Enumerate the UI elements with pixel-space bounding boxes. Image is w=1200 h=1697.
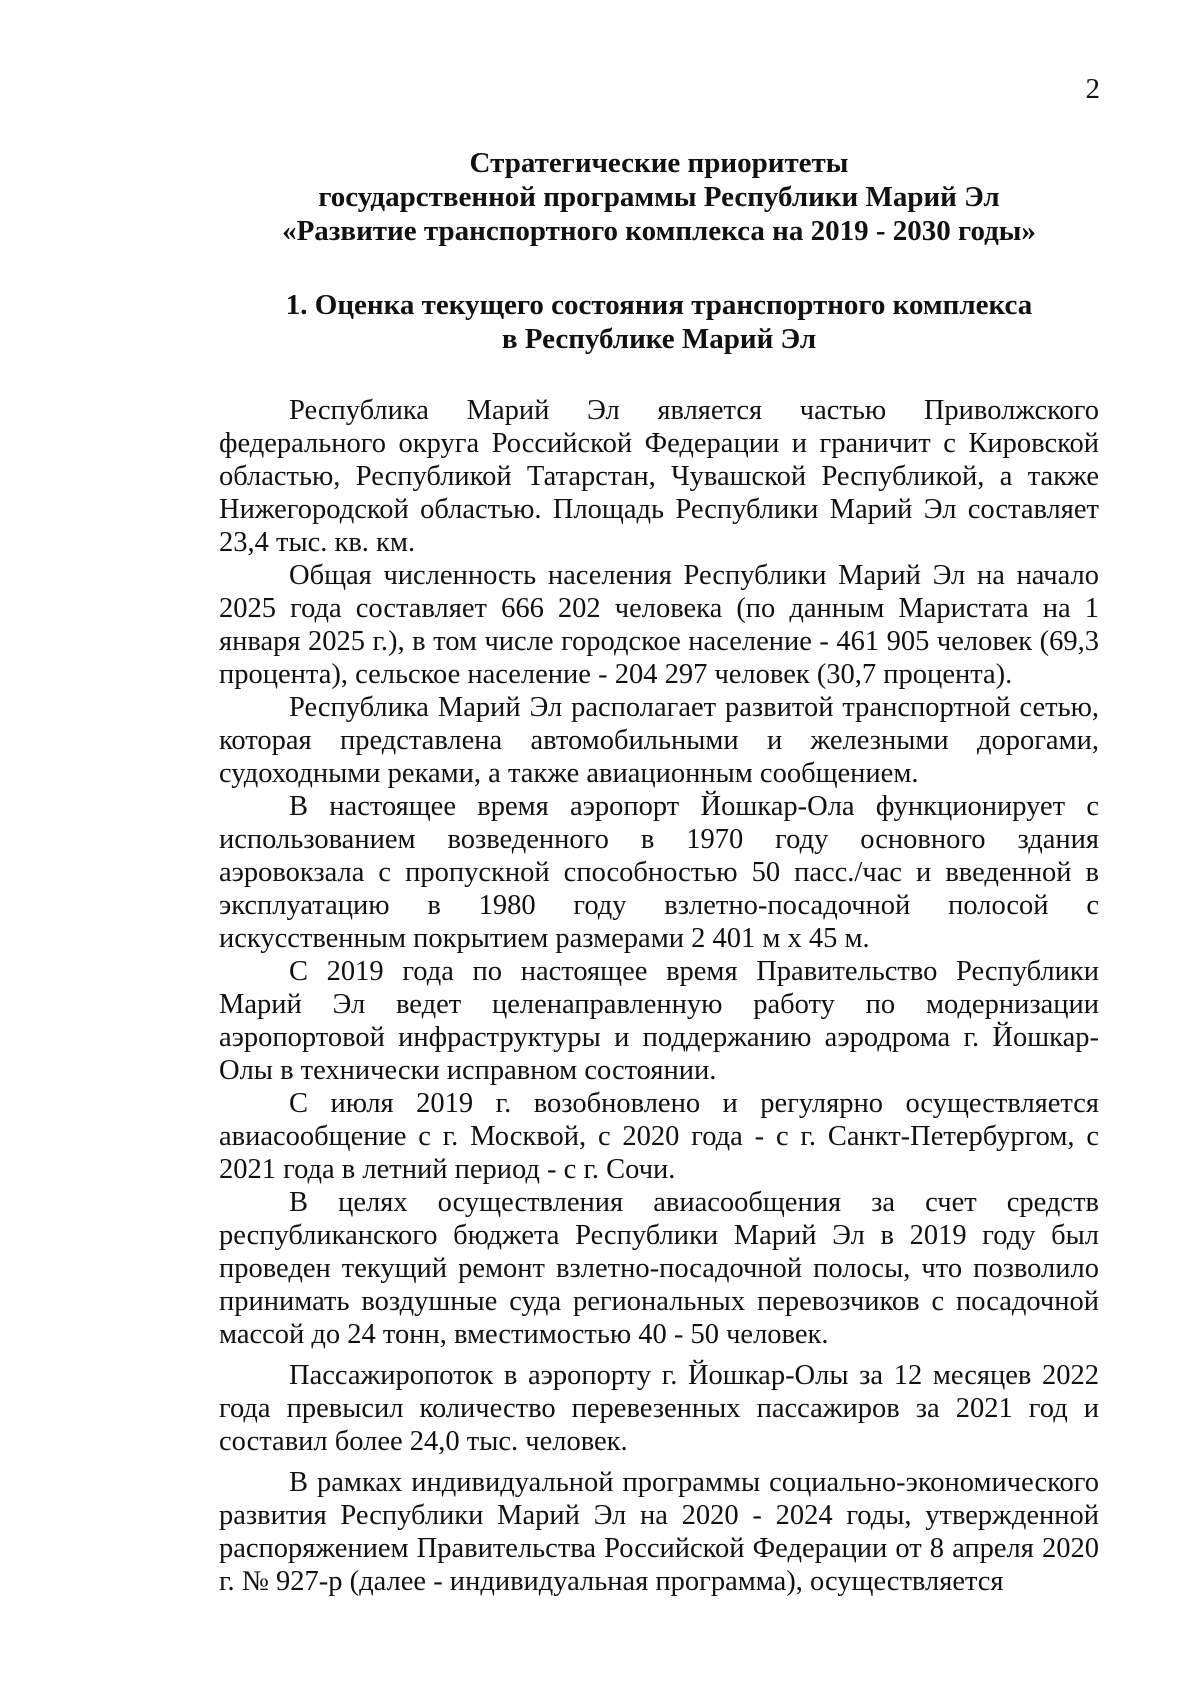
paragraph-modernization: С 2019 года по настоящее время Правительство Республики Марий Эл ведет целенаправленную работу по модернизации аэропортовой инфраструктуры и поддержанию аэродрома г. Йошкар-Олы в технически исправном состоянии. [219, 956, 1099, 1086]
paragraph-population: Общая численность населения Республики Марий Эл на начало 2025 года составляет 666 202 человека (по данным Маристата на 1 января 2025 г.), в том числе городское население - 461 905 человек (69,3 процента), сельское население - 204 297 человек (30,7 процента). [219, 560, 1099, 690]
title-line: «Развитие транспортного комплекса на 2019 - 2030 годы» [282, 215, 1036, 247]
paragraph-transport-network: Республика Марий Эл располагает развитой транспортной сетью, которая представлена автомобильными и железными дорогами, судоходными реками, а также авиационным сообщением. [219, 692, 1099, 789]
paragraph-territory: Республика Марий Эл является частью Приволжского федерального округа Российской Федерации и граничит с Кировской областью, Республикой Татарстан, Чувашской Республикой, а также Нижегородской областью. Площадь Республики Марий Эл составляет 23,4 тыс. кв. км. [219, 395, 1099, 558]
paragraph-runway-repair: В целях осуществления авиасообщения за счет средств республиканского бюджета Республики Марий Эл в 2019 году был проведен текущий ремонт взлетно-посадочной полосы, что позволило принимать воздушные суда региональных перевозчиков с посадочной массой до 24 тонн, вместимостью 40 - 50 человек. [219, 1187, 1099, 1350]
document-title [219, 146, 1099, 248]
paragraph-flights: С июля 2019 г. возобновлено и регулярно осуществляется авиасообщение с г. Москвой, с 2020 года - с г. Санкт-Петербургом, с 2021 года в летний период - с г. Сочи. [219, 1088, 1099, 1185]
section-heading [219, 288, 1099, 356]
paragraph-passenger-traffic: Пассажиропоток в аэропорту г. Йошкар-Олы за 12 месяцев 2022 года превысил количество перевезенных пассажиров за 2021 год и составил более 24,0 тыс. человек. [219, 1360, 1099, 1457]
title-line: государственной программы Республики Марий Эл [318, 181, 1000, 213]
document-body [219, 146, 1099, 1598]
paragraph-individual-program: В рамках индивидуальной программы социально-экономического развития Республики Марий Эл на 2020 - 2024 годы, утвержденной распоряжением Правительства Российской Федерации от 8 апреля 2020 г. № 927-р (далее - индивидуальная программа), осуществляется [219, 1467, 1099, 1597]
section-heading-line: в Республике Марий Эл [501, 323, 817, 355]
paragraph-airport: В настоящее время аэропорт Йошкар-Ола функционирует с использованием возведенного в 1970 году основного здания аэровокзала с пропускной способностью 50 пасс./час и введенной в эксплуатацию в 1980 году взлетно-посадочной полосой с искусственным покрытием размерами 2 401 м х 45 м. [219, 791, 1099, 954]
title-line: Стратегические приоритеты [469, 147, 849, 179]
section-heading-line: 1. Оценка текущего состояния транспортного комплекса [285, 289, 1033, 321]
page-number: 2 [1085, 73, 1100, 105]
